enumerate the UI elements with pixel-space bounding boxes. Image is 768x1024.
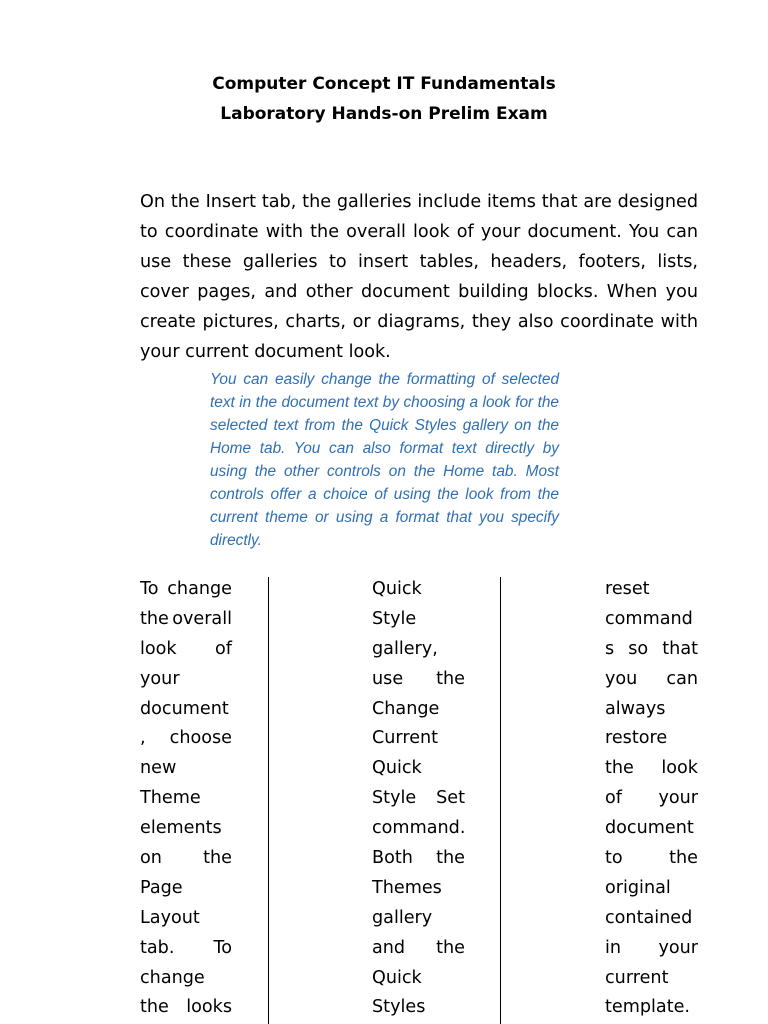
column-line: in your: [605, 937, 698, 958]
body-paragraph: On the Insert tab, the galleries include items that are designed to coordinate with the overall look of your document. You can use these galleries to insert tables, headers, footers, lists, cover pages, and other document building blocks. When you create pictures, charts, or diagrams, they also coordinate with your current document look.: [140, 192, 698, 362]
column-line: to the: [605, 848, 698, 869]
column-line: Quick: [372, 758, 422, 779]
column-line: the look: [605, 758, 698, 779]
column-line: restore: [605, 728, 668, 749]
column-line: gallery,: [372, 638, 438, 659]
column-line: on the: [140, 848, 232, 869]
column-line: s so that: [605, 638, 698, 659]
column-line: use the: [372, 668, 465, 689]
column-line: reset: [605, 579, 650, 599]
column-line: your: [140, 668, 180, 689]
column-line: elements: [140, 818, 222, 839]
column-line: document: [140, 698, 229, 719]
column-line: Current: [372, 728, 439, 749]
column-line: change: [140, 967, 205, 988]
column-line: original: [605, 877, 671, 898]
column-line: To change: [140, 579, 232, 599]
column-line: of your: [605, 788, 698, 809]
column-line: Quick: [372, 967, 422, 988]
document-title-line-1: Computer Concept IT Fundamentals: [212, 74, 556, 94]
column-line: Quick: [372, 579, 422, 599]
column-line: Themes: [372, 877, 442, 898]
text-column-2: [372, 575, 465, 1023]
column-line: current: [605, 967, 669, 988]
text-column-1: [140, 575, 232, 1023]
column-line: Change: [372, 698, 440, 719]
column-divider: [500, 577, 501, 1024]
column-line: the overall: [140, 608, 232, 629]
document-title-line-2: Laboratory Hands-on Prelim Exam: [220, 104, 548, 124]
column-line: command: [605, 608, 693, 629]
column-line: Style: [372, 608, 417, 629]
column-line: document: [605, 818, 694, 839]
column-line: Layout: [140, 907, 200, 928]
column-line: look of: [140, 638, 232, 659]
column-line: always: [605, 698, 666, 719]
column-line: contained: [605, 907, 693, 928]
column-line: new: [140, 758, 177, 779]
column-line: Theme: [140, 788, 201, 809]
column-line: template.: [605, 997, 691, 1018]
column-line: Both the: [372, 848, 465, 869]
column-line: tab. To: [140, 937, 232, 958]
column-line: the looks: [140, 997, 232, 1018]
column-line: Page: [140, 877, 183, 898]
text-column-3: [605, 575, 698, 1023]
column-divider: [268, 577, 269, 1024]
column-line: gallery: [372, 907, 433, 928]
quote-block: You can easily change the formatting of selected text in the document text by choosing a look for the selected text from the Quick Styles gallery on the Home tab. You can also format text directly by using the other controls on the Home tab. Most controls offer a choice of using the look from the current theme or using a format that you specify directly.: [210, 371, 559, 549]
column-line: and the: [372, 937, 465, 958]
column-line: , choose: [140, 728, 232, 749]
column-line: you can: [605, 668, 698, 689]
column-line: command.: [372, 818, 466, 839]
column-line: Style Set: [372, 788, 465, 809]
column-line: Styles: [372, 997, 426, 1018]
